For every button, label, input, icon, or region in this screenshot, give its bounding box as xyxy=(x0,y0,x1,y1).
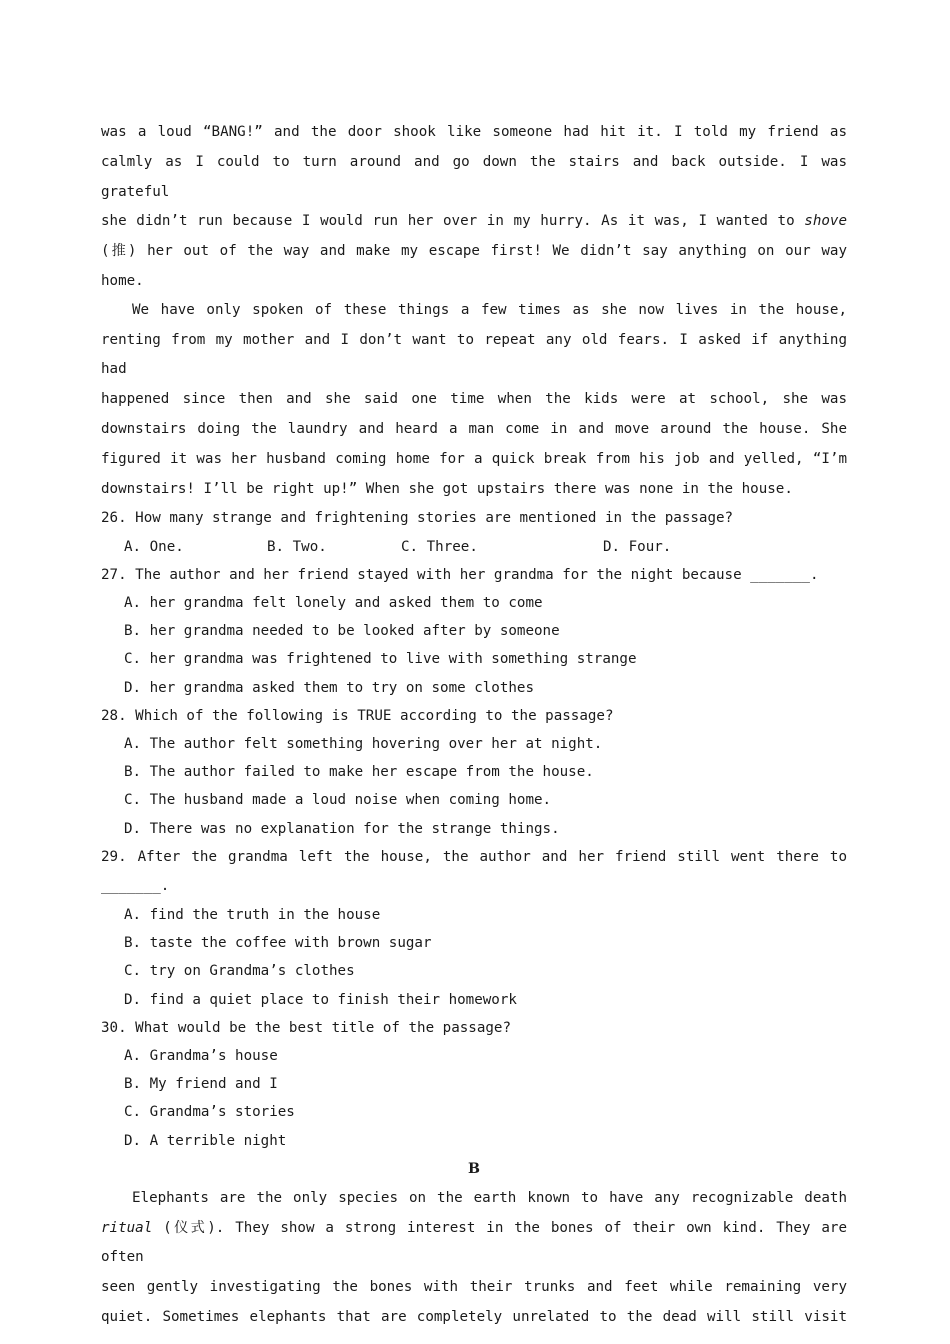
passage-paragraph xyxy=(101,1184,847,1333)
option-a[interactable]: A. Grandma’s house xyxy=(124,1048,278,1064)
option-c[interactable]: C. Three. xyxy=(401,538,478,555)
text-line: seen gently investigating the bones with their trunks and feet while remaining very xyxy=(101,1279,847,1296)
option-b[interactable]: B. taste the coffee with brown sugar xyxy=(124,935,432,952)
question-stem: 29. After the grandma left the house, the author and her friend still went there to xyxy=(101,848,847,865)
text-line: We have only spoken of these things a few times as she now lives in the house, xyxy=(132,301,847,318)
italic-word: shove xyxy=(804,213,847,230)
question-30 xyxy=(101,1014,847,1155)
option-d[interactable]: D. her grandma asked them to try on some clothes xyxy=(124,679,534,696)
option-b[interactable]: B. The author failed to make her escape from the house. xyxy=(124,764,594,781)
text-line: home. xyxy=(101,272,144,289)
text-segment: she didn’t run because I would run her over in my hurry. As it was, I wanted to xyxy=(101,213,805,230)
option-c[interactable]: C. her grandma was frightened to live with something strange xyxy=(124,651,637,668)
option-d[interactable]: D. A terrible night xyxy=(124,1132,287,1149)
text-line: downstairs doing the laundry and heard a man come in and move around the house. She xyxy=(101,420,847,437)
passage-paragraph xyxy=(101,296,847,505)
option-b[interactable]: B. her grandma needed to be looked after by someone xyxy=(124,623,560,640)
option-a[interactable]: A. The author felt something hovering over her at night. xyxy=(124,735,603,752)
section-heading: B xyxy=(468,1160,480,1177)
passage-paragraph xyxy=(101,118,847,297)
option-c[interactable]: C. try on Grandma’s clothes xyxy=(124,963,355,980)
option-d[interactable]: D. There was no explanation for the strange things. xyxy=(124,820,560,837)
text-line: Elephants are the only species on the earth known to have any recognizable death xyxy=(132,1189,847,1206)
option-d[interactable]: D. Four. xyxy=(603,538,672,555)
option-c[interactable]: C. Grandma’s stories xyxy=(124,1104,295,1121)
question-stem: 26. How many strange and frightening stories are mentioned in the passage? xyxy=(101,510,734,527)
option-a[interactable]: A. her grandma felt lonely and asked them to come xyxy=(124,594,543,611)
options-row xyxy=(124,533,847,561)
text-line: figured it was her husband coming home for a quick break from his job and yelled, “I’m xyxy=(101,450,847,467)
question-stem: 28. Which of the following is TRUE according to the passage? xyxy=(101,707,614,724)
question-stem: 30. What would be the best title of the passage? xyxy=(101,1019,511,1036)
option-c[interactable]: C. The husband made a loud noise when coming home. xyxy=(124,792,552,809)
text-line: quiet. Sometimes elephants that are completely unrelated to the dead will still visit xyxy=(101,1309,847,1325)
question-27 xyxy=(101,561,847,702)
text-line: calmly as I could to turn around and go down the stairs and back outside. I was grateful xyxy=(101,153,847,200)
option-d[interactable]: D. find a quiet place to finish their homework xyxy=(124,991,517,1008)
text-segment: (仪式). They show a strong interest in the bones of their own kind. They are often xyxy=(101,1219,847,1266)
text-line: happened since then and she said one time when the kids were at school, she was xyxy=(101,391,847,408)
question-29 xyxy=(101,843,847,1014)
option-a[interactable]: A. One. xyxy=(124,538,184,555)
question-stem: 27. The author and her friend stayed with her grandma for the night because _______. xyxy=(101,566,819,583)
option-b[interactable]: B. My friend and I xyxy=(124,1076,278,1093)
option-b[interactable]: B. Two. xyxy=(267,538,327,555)
text-line xyxy=(101,207,847,237)
text-line xyxy=(101,1214,847,1274)
option-a[interactable]: A. find the truth in the house xyxy=(124,906,381,923)
question-26 xyxy=(101,504,847,560)
text-line: renting from my mother and I don’t want to repeat any old fears. I asked if anything had xyxy=(101,331,847,378)
page-content xyxy=(101,118,847,1333)
text-line: (推) her out of the way and make my escape first! We didn’t say anything on our way xyxy=(101,243,847,260)
text-line: downstairs! I’ll be right up!” When she got upstairs there was none in the house. xyxy=(101,480,793,497)
question-stem-blank: _______. xyxy=(101,877,170,894)
question-28 xyxy=(101,702,847,843)
text-line: was a loud “BANG!” and the door shook like someone had hit it. I told my friend as xyxy=(101,124,847,140)
italic-word: ritual xyxy=(101,1219,153,1236)
